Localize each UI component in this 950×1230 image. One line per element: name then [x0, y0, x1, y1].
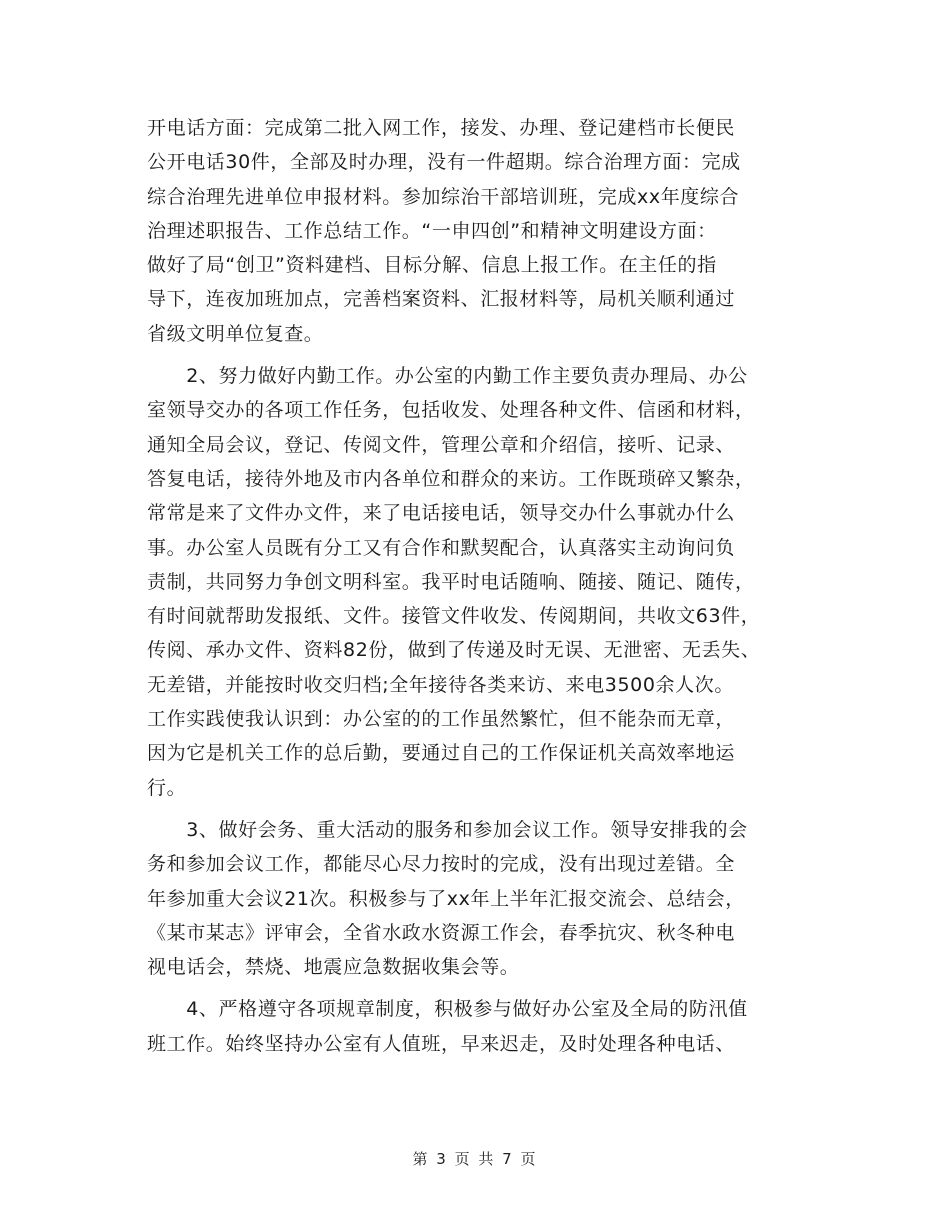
text-line: 因为它是机关工作的总后勤，要通过自己的工作保证机关高效率地运 — [147, 742, 736, 765]
paragraph-gap — [147, 984, 827, 992]
text-line: 答复电话，接待外地及市内各单位和群众的来访。工作既琐碎又繁杂， — [147, 467, 755, 490]
text-line: 通知全局会议，登记、传阅文件，管理公章和介绍信，接听、记录、 — [147, 433, 736, 456]
body-text — [147, 111, 827, 1061]
text-line: 2、努力做好内勤工作。办公室的内勤工作主要负责办理局、办公 — [147, 365, 748, 388]
text-line: 视电话会，禁烧、地震应急数据收集会等。 — [147, 956, 520, 979]
text-line: 公开电话30件，全部及时办理，没有一件超期。综合治理方面：完成 — [147, 151, 741, 174]
text-line: 治理述职报告、工作总结工作。“一申四创”和精神文明建设方面： — [147, 219, 717, 242]
footer-middle: 页 共 — [454, 1150, 496, 1168]
text-line: 传阅、承办文件、资料82份，做到了传递及时无误、无泄密、无丢失、 — [147, 639, 761, 662]
paragraph-3 — [147, 813, 827, 984]
text-line: 做好了局“创卫”资料建档、目标分解、信息上报工作。在主任的指 — [147, 254, 717, 277]
total-pages: 7 — [502, 1150, 514, 1168]
page-number: 3 — [436, 1150, 448, 1168]
text-line: 工作实践使我认识到：办公室的的工作虽然繁忙，但不能杂而无章， — [147, 708, 736, 731]
text-line: 室领导交办的各项工作任务，包括收发、处理各种文件、信函和材料， — [147, 399, 755, 422]
footer-suffix: 页 — [520, 1150, 538, 1168]
footer-prefix: 第 — [412, 1150, 430, 1168]
text-line: 开电话方面：完成第二批入网工作，接发、办理、登记建档市长便民 — [147, 117, 736, 139]
text-line: 务和参加会议工作，都能尽心尽力按时的完成，没有出现过差错。全 — [147, 853, 736, 876]
paragraph-gap — [147, 805, 827, 813]
text-line: 综合治理先进单位申报材料。参加综治干部培训班，完成xx年度综合 — [147, 185, 740, 208]
text-line: 事。办公室人员既有分工又有合作和默契配合，认真落实主动询问负 — [147, 536, 736, 559]
text-line: 班工作。始终坚持办公室有人值班，早来迟走，及时处理各种电话、 — [147, 1032, 736, 1055]
text-line: 责制，共同努力争创文明科室。我平时电话随响、随接、随记、随传， — [147, 570, 755, 593]
text-line: 《某市某志》评审会，全省水政水资源工作会，春季抗灾、秋冬种电 — [147, 921, 736, 944]
paragraph-1 — [147, 111, 827, 351]
text-line: 导下，连夜加班加点，完善档案资料、汇报材料等，局机关顺利通过 — [147, 288, 736, 311]
text-line: 常常是来了文件办文件，来了电话接电话，领导交办什么事就办什么 — [147, 502, 736, 525]
text-line: 4、严格遵守各项规章制度，积极参与做好办公室及全局的防汛值 — [147, 998, 748, 1021]
text-line: 有时间就帮助发报纸、文件。接管文件收发、传阅期间，共收文63件， — [147, 605, 761, 628]
text-line: 省级文明单位复查。 — [147, 322, 324, 345]
text-line: 行。 — [147, 776, 187, 799]
paragraph-4 — [147, 992, 827, 1061]
text-line: 3、做好会务、重大活动的服务和参加会议工作。领导安排我的会 — [147, 818, 748, 841]
page-footer — [0, 1148, 950, 1169]
paragraph-2 — [147, 359, 827, 805]
text-line: 年参加重大会议21次。积极参与了xx年上半年汇报交流会、总结会， — [147, 887, 745, 910]
paragraph-gap — [147, 351, 827, 359]
text-line: 无差错，并能按时收交归档;全年接待各类来访、来电3500余人次。 — [147, 673, 734, 696]
